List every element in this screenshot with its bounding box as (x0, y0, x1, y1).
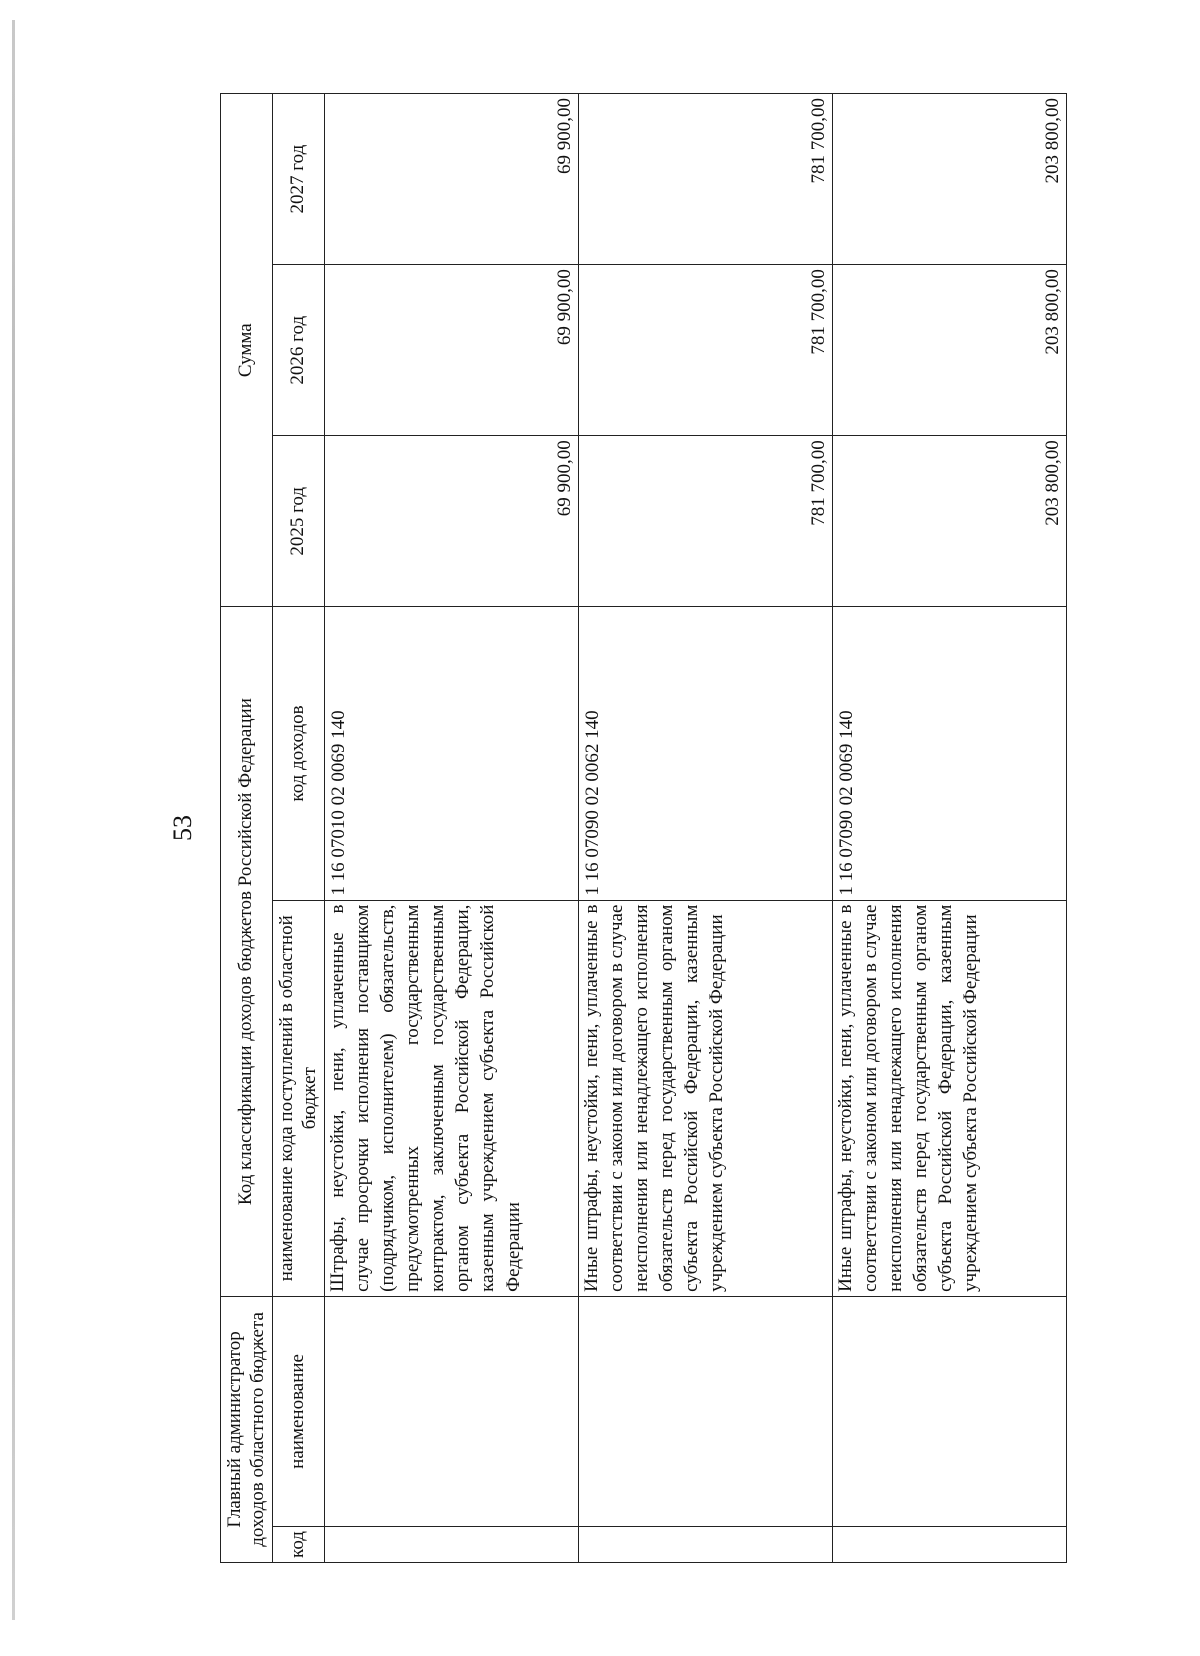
row-amount-2026: 203 800,00 (833, 265, 1067, 436)
header-row-1 (221, 94, 273, 1563)
header-admin-name: наименование (273, 1296, 325, 1526)
table-row (833, 94, 1067, 1563)
row-amount-2025: 203 800,00 (833, 436, 1067, 607)
table-row (579, 94, 833, 1563)
row-amount-2026: 69 900,00 (325, 265, 579, 436)
income-table (220, 93, 1067, 1563)
row-amount-2027: 203 800,00 (833, 94, 1067, 265)
header-income-name: наименование кода поступлений в областной бюджет (273, 900, 325, 1296)
row-income-code: 1 16 07090 02 0069 140 (833, 607, 1067, 900)
row-admin-name (833, 1296, 1067, 1526)
header-admin-group: Главный администратор доходов областного бюджета (221, 1296, 273, 1562)
row-amount-2027: 781 700,00 (579, 94, 833, 265)
header-sum-group: Сумма (221, 94, 273, 607)
header-classification-group: Код классификации доходов бюджетов Российской Федерации (221, 607, 273, 1296)
header-year-2027: 2027 год (273, 94, 325, 265)
rotated-page (168, 93, 1088, 1563)
scan-edge-line (12, 20, 15, 1620)
row-amount-2025: 781 700,00 (579, 436, 833, 607)
row-description: Штрафы, неустойки, пени, уплаченные в случае просрочки исполнения поставщиком (подрядчиком, исполнителем) обязательств, предусмотренных государственным контрактом, заключенным государственным органом субъекта Российской Федерации, казенным учреждением субъекта Российской Федерации (325, 900, 579, 1296)
header-admin-code: код (273, 1526, 325, 1562)
row-description: Иные штрафы, неустойки, пени, уплаченные в соответствии с законом или договором в случае неисполнения или ненадлежащего исполнения обязательств перед государственным органом субъекта Российской Федерации, казенным учреждением субъекта Российской Федерации (579, 900, 833, 1296)
row-admin-code (325, 1526, 579, 1562)
row-amount-2026: 781 700,00 (579, 265, 833, 436)
header-row-2 (273, 94, 325, 1563)
header-income-code: код доходов (273, 607, 325, 900)
row-amount-2025: 69 900,00 (325, 436, 579, 607)
page-number: 53 (168, 815, 197, 841)
header-year-2025: 2025 год (273, 436, 325, 607)
row-income-code: 1 16 07010 02 0069 140 (325, 607, 579, 900)
header-year-2026: 2026 год (273, 265, 325, 436)
row-admin-code (833, 1526, 1067, 1562)
row-income-code: 1 16 07090 02 0062 140 (579, 607, 833, 900)
row-amount-2027: 69 900,00 (325, 94, 579, 265)
row-admin-name (325, 1296, 579, 1526)
table-row (325, 94, 579, 1563)
row-description: Иные штрафы, неустойки, пени, уплаченные в соответствии с законом или договором в случае неисполнения или ненадлежащего исполнения обязательств перед государственным органом субъекта Российской Федерации, казенным учреждением субъекта Российской Федерации (833, 900, 1067, 1296)
row-admin-code (579, 1526, 833, 1562)
row-admin-name (579, 1296, 833, 1526)
